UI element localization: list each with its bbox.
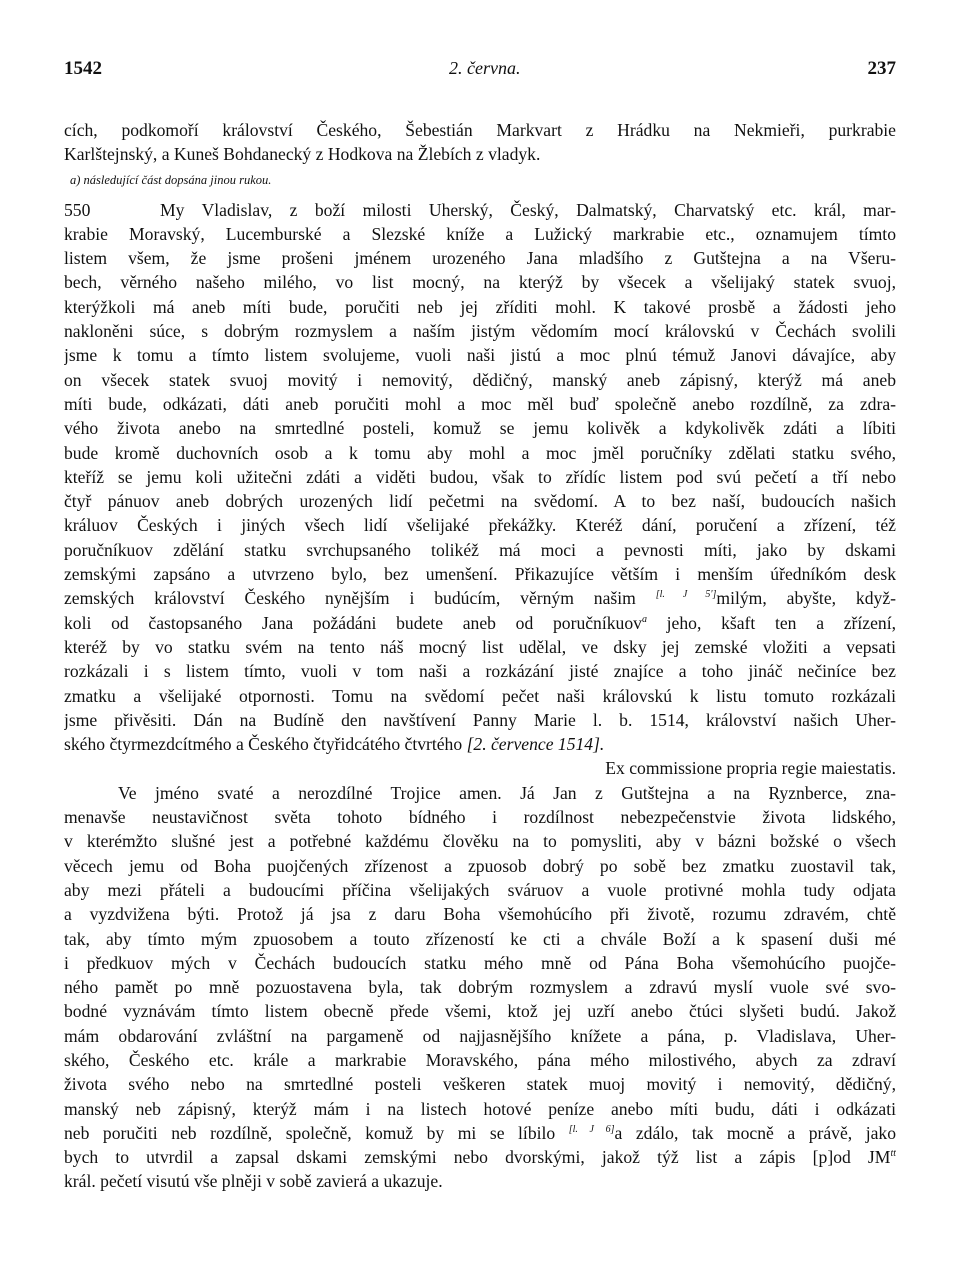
text-segment: My Vladislav, z boží milosti Uherský, Český, Dalmatský, Charvatský etc. král, mar- [160, 199, 896, 220]
text-segment: a zdálo, tak mocně a právě, jako [614, 1122, 896, 1143]
text-line: listem všem, že jsme prošeni jménem urozeného Jana mladšího z Gutštejna a na Všeru- [64, 248, 896, 269]
text-line: zmatku a všelijaké otpornosti. Tomu na svědomí pečet naši královskú k listu tomuto rozkázali [64, 685, 896, 706]
text-segment: neb poručiti neb rozdílně, společně, komuž by mi se líbilo [64, 1122, 556, 1143]
text-line: a vyzdvižena býti. Protož já jsa z daru Boha všemohúcího při životě, rozumu zdravém, chtě [64, 904, 896, 925]
text-line: vého života anebo na smrtedlné posteli, komuž se jemu kolivěk a kdykolivěk zdáti a líbiti [64, 418, 896, 439]
page-header [64, 58, 896, 92]
page-number: 237 [867, 58, 896, 79]
text-line: kterýžkoli má aneb míti bude, poručiti neb jej zříditi mohl. K takové prosbě a žádosti jeho [64, 296, 896, 317]
text-line [64, 611, 896, 635]
folio-reference: [l. J 6] [568, 1124, 615, 1136]
text-segment: zemských království Českého nynějším i budúcím, věrným našim [64, 588, 636, 609]
text-segment: koli od častopsaného Jana požádáni budete aneb od poručníkuov [64, 612, 642, 633]
closing-formula: Ex commissione propria regie maiestatis. [605, 758, 896, 779]
document-550 [64, 198, 896, 781]
folio-reference: [l. J 5'] [655, 589, 717, 601]
text-line: král. pečetí visutú vše plněji v sobě zavierá a ukazuje. [64, 1171, 443, 1192]
text-line [64, 198, 896, 222]
text-line: cích, podkomoří království Českého, Šebestián Markvart z Hrádku na Nekmieři, purkrabie [64, 120, 896, 140]
text-line: manský neb zápisný, kterýž mám i na listech hotové peníze anebo míti budu, dáti i odkázati [64, 1098, 896, 1119]
text-line: bude kromě duchovních osob a k tomu aby mohl a moc jměl poručníky zdělati statku svého, [64, 442, 896, 463]
header-year: 1542 [64, 58, 102, 79]
text-line: rozkázali i s listem tímto, vuoli v tom naši a rozkázání jisté znajíce a toho jináč nečiníce bez [64, 661, 896, 682]
header-date: 2. června. [449, 58, 521, 78]
text-line: v kterémžto slušné jest a potřebné každému člověku na to pomysliti, aby v bázni božské o všech [64, 831, 896, 852]
text-line [64, 1145, 896, 1169]
text-line: jsme přivěsiti. Dán na Budíně den navštívení Panny Marie l. b. 1514, království našich Uher- [64, 709, 896, 730]
text-line: aby mezi přáteli a budoucími příčina všelijakých sváruov a vuole protivné mohla tudy odjata [64, 879, 896, 900]
text-line: čtyř pánuov aneb dobrých urozených lidí pečetmi na svědomí. A to bez naší, budoucích našich [64, 491, 896, 512]
text-line: ského, Českého etc. krále a markrabie Moravského, pána mého milostivého, abych za zdraví [64, 1049, 896, 1070]
text-segment: milým, abyšte, když- [716, 588, 896, 609]
text-line: menavše neustavičnost světa tohoto bídného i rozdílnost nebezpečenstvie života lidského, [64, 807, 896, 828]
text-segment: bych to utvrdil a zapsal dskami zemskými nebo dvorskými, jakož týž list a zápis [p]od JM [64, 1147, 891, 1168]
text-line: on všecek statek svuoj movitý i nemovitý, dědičný, manský aneb zápisný, kterýž má aneb [64, 369, 896, 390]
footnote: a) následující část dopsána jinou rukou. [70, 172, 272, 187]
testament-paragraph [64, 781, 896, 1194]
text-line: ného pamět po mně pozuostavena byla, tak dobrým rozmyslem a zdravú myslí vuole své svo- [64, 977, 896, 998]
text-line [64, 586, 896, 610]
text-segment: ského čtyrmezdcítmého a Českého čtyřidcátého čtvrtého [64, 734, 463, 755]
text-line: kteříž se jemu koli užitečni zdáti a viděti budou, však to zřídíc listem pod svú pečetí a tří nebo [64, 466, 896, 487]
text-line: kteréž by vo statku svém na tento náš mocný list udělal, ve dsky jej zemské vložiti a vepsati [64, 636, 896, 657]
text-line [64, 732, 896, 756]
text-line: i předkuov mých v Čechách budoucích statku mého mně od Pána Boha všemohúcího puojče- [64, 952, 896, 973]
document-page [64, 58, 896, 1194]
text-line: krabie Moravský, Lucemburské a Slezské kníže a Lužický markrabie etc., oznamujem tímto [64, 223, 896, 244]
intro-paragraph [64, 118, 896, 167]
text-line: mám obdarování zvláštní na pargameně od najjasnějšího knížete a pána, p. Vladislava, Uher- [64, 1025, 896, 1046]
text-line: poručníkuov zdělání statku svrchupsaného tolikéž má moci a pevnosti míti, jako by dskami [64, 539, 896, 560]
text-line: jsme k tomu a tímto listem svolujeme, vuoli naši jistú a moc plnú témuž Janovi dávajíce, aby [64, 345, 896, 366]
date-note: [2. července 1514]. [466, 734, 605, 755]
text-line: věcech jemu od Boha puojčených zřízenost a zpuosob dobrý po sobě bez zmatku zuostavil tak, [64, 855, 896, 876]
text-line: zemskými zapsáno a utvrzeno bylo, bez umenšení. Přikazujíce větším i menším úředníkóm desk [64, 564, 896, 585]
text-line: králuov Českých i jiných všech lidí všelijaké překážky. Kteréž dání, poručení a zřízení, též [64, 515, 896, 536]
document-number: 550 [64, 199, 91, 220]
superscript-abbreviation: tt [890, 1148, 896, 1160]
text-line [64, 1121, 896, 1145]
text-line: života svého nebo na smrtedlné posteli veškeren statek muoj movitý i nemovitý, dědičný, [64, 1074, 896, 1095]
text-line: bodné vyznávám tímto listem obecně přede všemi, ktož jej uzří anebo čtúci slyšeti budú. Jakož [64, 1001, 896, 1022]
text-line: míti bude, odkázati, dáti aneb poručiti mohl a moc měl buď společně anebo rozdílně, za zdra- [64, 393, 896, 414]
text-line: nakloněni súce, s dobrým rozmyslem a naším jistým vědomím mocí královskú v Čechách svolili [64, 321, 896, 342]
text-line: Ve jméno svaté a nerozdílné Trojice amen. Já Jan z Gutštejna a na Ryznberce, zna- [118, 782, 896, 803]
footnote-marker: a [641, 613, 647, 625]
text-line: bech, věrného našeho milého, vo list mocný, na kterýž by všecek a všelijaký statek svuoj, [64, 272, 896, 293]
text-line: tak, aby tímto mým zpuosobem a touto zřízeností ke cti a chvále Boží a k spasení duši mé [64, 928, 896, 949]
text-segment: jeho, kšaft ten a zřízení, [646, 612, 896, 633]
text-line: Karlštejnský, a Kuneš Bohdanecký z Hodkova na Žlebích z vladyk. [64, 144, 541, 165]
